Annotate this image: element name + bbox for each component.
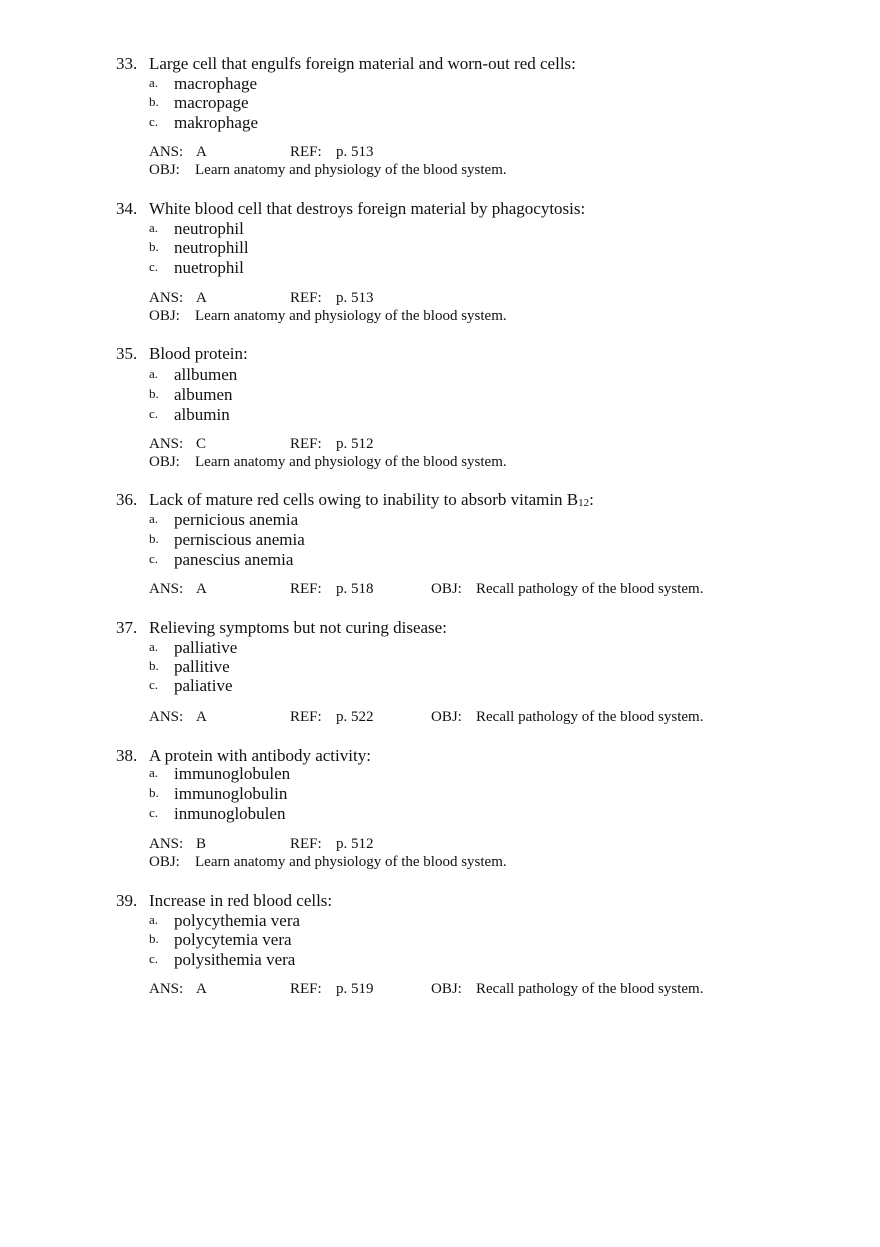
question-text: White blood cell that destroys foreign material by phagocytosis: xyxy=(149,199,586,218)
question-number: 39. xyxy=(116,891,138,910)
objective-value: Learn anatomy and physiology of the blood system. xyxy=(195,854,507,870)
question-text: Increase in red blood cells: xyxy=(149,891,333,910)
choice-letter: a. xyxy=(149,639,159,654)
choice-letter: a. xyxy=(149,511,159,526)
choice-letter: c. xyxy=(149,677,159,692)
choice-letter: b. xyxy=(149,931,159,946)
choice-text: macrophage xyxy=(174,74,258,93)
objective-value: Recall pathology of the blood system. xyxy=(476,709,704,725)
choice-text: neutrophill xyxy=(174,238,249,257)
question-number: 35. xyxy=(116,344,138,363)
choice-letter: c. xyxy=(149,259,159,274)
reference-value: p. 513 xyxy=(336,290,374,306)
answer-value: A xyxy=(196,981,207,997)
choice-text: immunoglobulen xyxy=(174,764,291,783)
objective-label: OBJ: xyxy=(149,454,180,470)
question-number: 36. xyxy=(116,490,138,509)
reference-value: p. 513 xyxy=(336,144,374,160)
reference-label: REF: xyxy=(290,290,322,306)
answer-value: B xyxy=(196,836,207,852)
reference-value: p. 518 xyxy=(336,581,374,597)
answer-value: A xyxy=(196,144,207,160)
question-text: A protein with antibody activity: xyxy=(149,746,371,765)
choice-letter: c. xyxy=(149,406,159,421)
answer-value: A xyxy=(196,581,207,597)
objective-value: Learn anatomy and physiology of the blood system. xyxy=(195,454,507,470)
reference-label: REF: xyxy=(290,436,322,452)
question-number: 33. xyxy=(116,54,138,73)
choice-text: neutrophil xyxy=(174,219,244,238)
answer-label: ANS: xyxy=(149,436,184,452)
question-stem xyxy=(116,746,371,766)
objective-value: Learn anatomy and physiology of the blood system. xyxy=(195,308,507,324)
question-stem xyxy=(116,891,332,911)
choice-letter: c. xyxy=(149,951,159,966)
objective-label: OBJ: xyxy=(149,854,180,870)
answer-label: ANS: xyxy=(149,836,184,852)
objective-value: Learn anatomy and physiology of the blood system. xyxy=(195,162,507,178)
answer-value: C xyxy=(196,436,207,452)
choice-text: polycytemia vera xyxy=(174,930,292,949)
choice-text: pernicious anemia xyxy=(174,510,299,529)
choice-text: palliative xyxy=(174,638,238,657)
choice-text: paliative xyxy=(174,676,233,695)
answer-label: ANS: xyxy=(149,581,184,597)
choice-letter: b. xyxy=(149,531,159,546)
choice-text: nuetrophil xyxy=(174,258,244,277)
reference-value: p. 522 xyxy=(336,709,374,725)
choice-letter: c. xyxy=(149,805,159,820)
choice-text: inmunoglobulen xyxy=(174,804,286,823)
choice-text: albumen xyxy=(174,385,233,404)
answer-label: ANS: xyxy=(149,144,184,160)
answer-value: A xyxy=(196,709,207,725)
objective-label: OBJ: xyxy=(431,709,462,725)
reference-value: p. 519 xyxy=(336,981,374,997)
choice-text: macropage xyxy=(174,93,249,112)
answer-label: ANS: xyxy=(149,709,184,725)
answer-value: A xyxy=(196,290,207,306)
choice-letter: b. xyxy=(149,239,159,254)
question-number: 34. xyxy=(116,199,138,218)
objective-label: OBJ: xyxy=(149,308,180,324)
choice-letter: b. xyxy=(149,94,159,109)
question-text: Relieving symptoms but not curing disease: xyxy=(149,618,447,637)
question-number: 38. xyxy=(116,746,138,765)
question-text: Blood protein: xyxy=(149,344,248,363)
choice-letter: b. xyxy=(149,658,159,673)
answer-label: ANS: xyxy=(149,290,184,306)
objective-value: Recall pathology of the blood system. xyxy=(476,981,704,997)
subscript: 12 xyxy=(578,497,590,509)
choice-text: albumin xyxy=(174,405,230,424)
question-text: Lack of mature red cells owing to inability to absorb vitamin B xyxy=(149,490,579,509)
choice-text: polysithemia vera xyxy=(174,950,296,969)
choice-text: immunoglobulin xyxy=(174,784,288,803)
choice-text: allbumen xyxy=(174,365,238,384)
answer-label: ANS: xyxy=(149,981,184,997)
objective-label: OBJ: xyxy=(149,162,180,178)
choice-letter: a. xyxy=(149,366,159,381)
question-number: 37. xyxy=(116,618,138,637)
choice-text: panescius anemia xyxy=(174,550,294,569)
choice-letter: b. xyxy=(149,785,159,800)
question-stem xyxy=(116,54,576,74)
reference-label: REF: xyxy=(290,836,322,852)
question-stem xyxy=(116,618,447,638)
choice-letter: c. xyxy=(149,551,159,566)
reference-label: REF: xyxy=(290,581,322,597)
reference-value: p. 512 xyxy=(336,836,374,852)
objective-label: OBJ: xyxy=(431,581,462,597)
choice-text: perniscious anemia xyxy=(174,530,305,549)
choice-letter: b. xyxy=(149,386,159,401)
choice-text: polycythemia vera xyxy=(174,911,301,930)
choice-letter: a. xyxy=(149,220,159,235)
question-stem xyxy=(116,344,248,364)
reference-label: REF: xyxy=(290,709,322,725)
question-text: Large cell that engulfs foreign material and worn-out red cells: xyxy=(149,54,576,73)
question-stem xyxy=(116,199,585,219)
choice-letter: c. xyxy=(149,114,159,129)
objective-value: Recall pathology of the blood system. xyxy=(476,581,704,597)
question-text-tail: : xyxy=(589,490,594,509)
choice-text: pallitive xyxy=(174,657,230,676)
choice-letter: a. xyxy=(149,765,159,780)
choice-text: makrophage xyxy=(174,113,259,132)
reference-label: REF: xyxy=(290,981,322,997)
reference-value: p. 512 xyxy=(336,436,374,452)
choice-letter: a. xyxy=(149,912,159,927)
objective-label: OBJ: xyxy=(431,981,462,997)
reference-label: REF: xyxy=(290,144,322,160)
choice-letter: a. xyxy=(149,75,159,90)
